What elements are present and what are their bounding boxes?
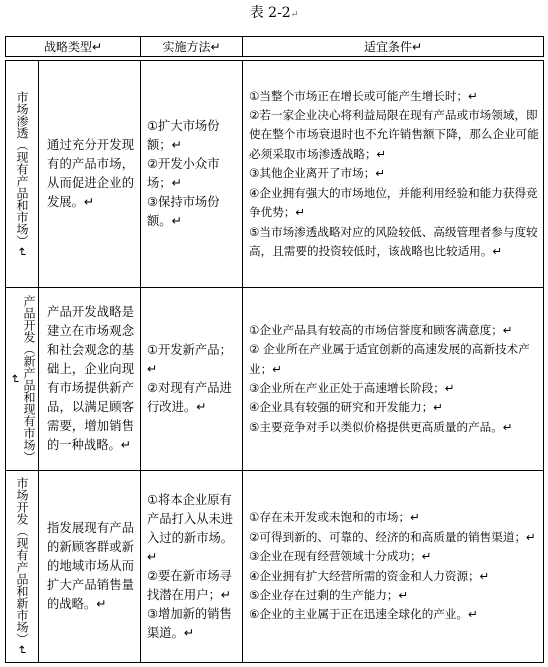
condition-item: ③其他企业离开了市场；↵ [249,166,386,181]
method-item: ①开发新产品；↵ [147,343,232,376]
strategy-type-label: 市场开发（现有产品和新市场）↵ [15,477,29,656]
table-row [6,471,544,663]
condition-item: ② 企业所在产业属于适宜创新的高速发展的高新技术产业；↵ [249,342,530,376]
table-row [6,288,544,471]
condition-item: ⑤当市场渗透战略对应的风险较低、高级管理者参与度较高，且需要的投资较低时，该战略也比较适用。↵ [249,224,538,258]
method-item: ③保持市场份额。↵ [147,195,220,228]
conditions-cell [243,288,544,471]
condition-item: ③企业在现有经营领域十分成功；↵ [249,549,432,564]
method-item: ②要在新市场寻找潜在用户；↵ [147,568,232,602]
table-caption-text: 表 2-2 [249,5,291,21]
method-item: ①扩大市场份额；↵ [147,119,220,152]
condition-item: ①存在未开发或未饱和的市场；↵ [249,510,420,525]
condition-item: ⑤主要竞争对手以类似价格提供更高质量的产品。↵ [249,419,513,434]
condition-item: ①企业产品具有较高的市场信誉度和顾客满意度；↵ [249,322,513,337]
method-item: ②开发小众市场；↵ [147,157,220,190]
method-item: ①将本企业原有产品打入从未进入过的新市场。↵ [147,492,234,564]
strategy-type-label: 市场渗透（现有产品和市场）↵ [15,90,29,258]
strategy-description: 通过充分开发现有的产品市场，从而促进企业的发展。↵ [39,61,141,288]
condition-item: ④企业拥有扩大经营所需的资金和人力资源；↵ [249,568,490,583]
strategy-description: 产品开发战略是建立在市场观念和社会观念的基础上，企业向现有市场提供新产品，以满足顾客需要，增加销售的一种战略。↵ [39,288,141,471]
condition-item: ⑥企业的主业属于正在迅速全球化的产业。↵ [249,607,478,622]
condition-item: ①当整个市场正在增长或可能产生增长时；↵ [249,88,478,103]
paragraph-mark: ↵ [290,10,299,20]
header-row [6,37,544,57]
condition-item: ③企业所在产业正处于高速增长阶段；↵ [249,381,455,395]
strategy-type-cell [6,288,39,471]
header-strategy-type: 战略类型↵ [6,37,141,57]
condition-item: ④企业具有较强的研究和开发能力；↵ [249,400,444,415]
method-item: ③增加新的销售渠道。↵ [147,606,232,640]
header-method: 实施方法↵ [141,37,243,57]
strategy-type-label: 产品开发（新产品和现有市场）↵ [8,295,36,463]
header-conditions: 适宜条件↵ [243,37,544,57]
method-cell [141,288,243,471]
condition-item: ②可得到新的、可靠的、经济的和高质量的销售渠道；↵ [249,529,536,544]
condition-item: ②若一家企业决心将利益局限在现有产品或市场领域，即使在整个市场衰退时也不允许销售额下降，那么企业可能必须采取市场渗透战略；↵ [249,108,539,161]
method-cell [141,471,243,663]
strategy-description: 指发展现有产品的新顾客群或新的地域市场从而扩大产品销售量的战略。↵ [39,471,141,663]
conditions-cell [243,61,544,288]
table-row [6,61,544,288]
strategy-table [5,36,544,663]
method-item: ②对现有产品进行改进。↵ [147,381,232,414]
strategy-type-cell [6,471,39,663]
strategy-type-cell [6,61,39,288]
condition-item: ④企业拥有强大的市场地位，并能利用经验和能力获得竞争优势；↵ [249,185,538,220]
table-caption [0,4,548,24]
condition-item: ⑤企业存在过剩的生产能力；↵ [249,587,409,602]
method-cell [141,61,243,288]
conditions-cell [243,471,544,663]
